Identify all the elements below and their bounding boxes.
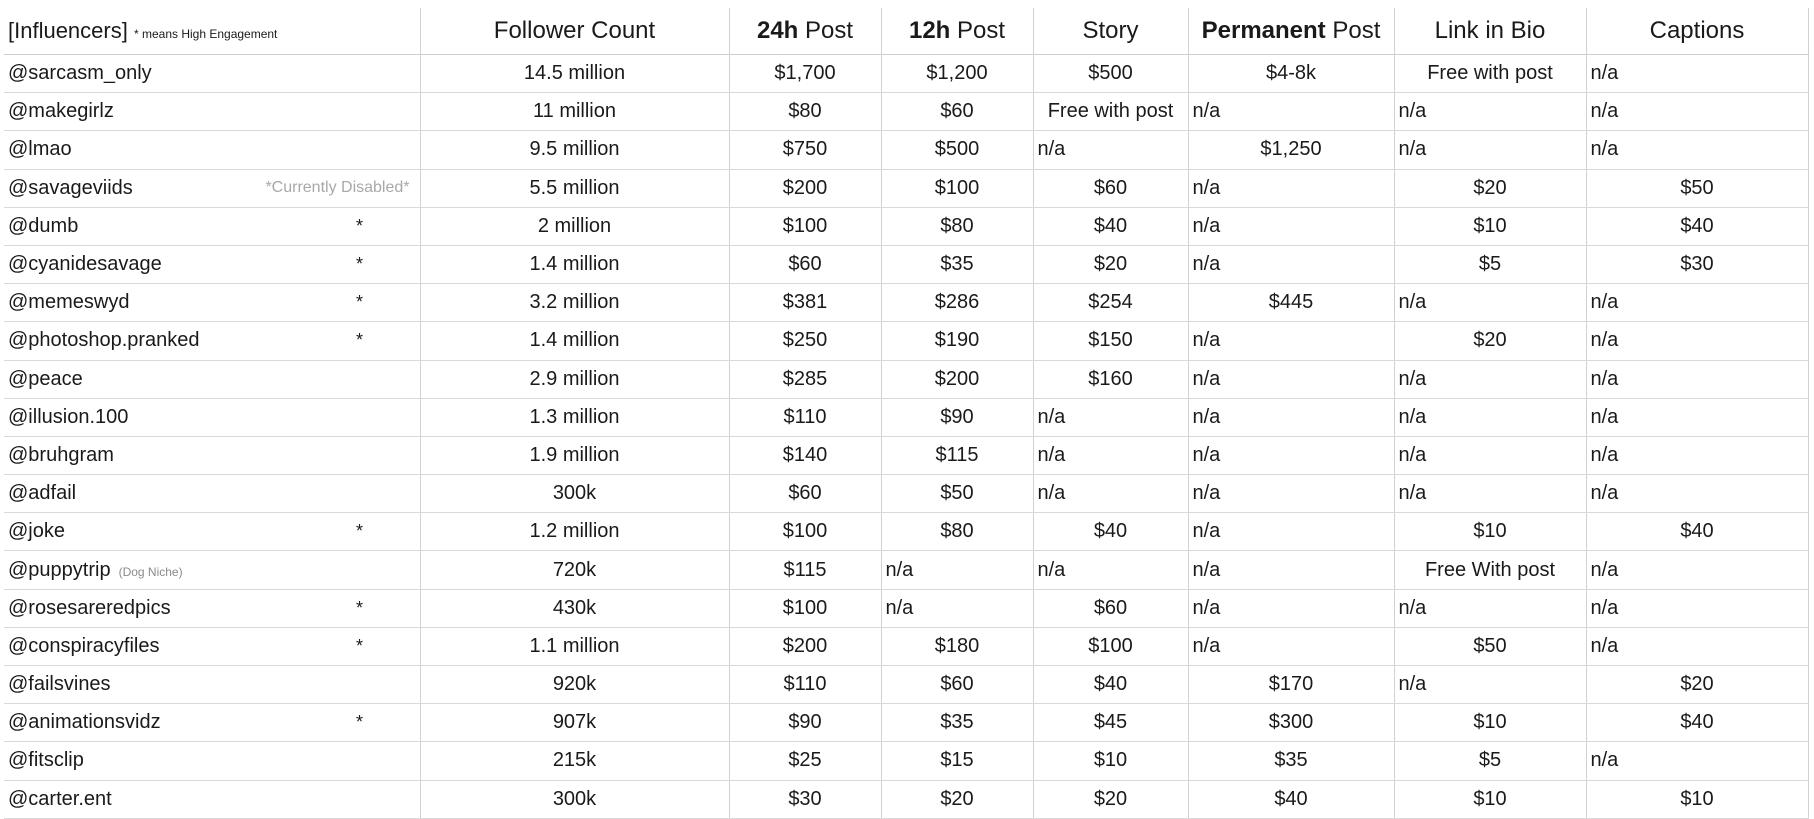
table-row: [4, 475, 1808, 513]
influencer-cell-content: [8, 93, 416, 130]
influencer-name-group: [8, 749, 84, 772]
captions-cell: n/a: [1586, 360, 1808, 398]
table-row: [4, 55, 1808, 93]
story-cell: $40: [1033, 513, 1188, 551]
table-row: [4, 207, 1808, 245]
link-in-bio-cell: $10: [1394, 207, 1586, 245]
captions-cell: n/a: [1586, 475, 1808, 513]
link-in-bio-cell: $20: [1394, 169, 1586, 207]
influencer-cell: [4, 475, 420, 513]
permanent-post-cell: n/a: [1188, 589, 1394, 627]
post-12h-cell: $180: [881, 627, 1033, 665]
link-in-bio-cell: n/a: [1394, 436, 1586, 474]
header-permanent-bold: Permanent: [1201, 17, 1326, 44]
post-12h-cell: $500: [881, 131, 1033, 169]
influencer-handle: @bruhgram: [8, 443, 114, 466]
table-row: [4, 627, 1808, 665]
influencer-handle: @sarcasm_only: [8, 62, 152, 85]
influencer-handle: @dumb: [8, 214, 79, 237]
story-cell: $10: [1033, 742, 1188, 780]
permanent-post-cell: $445: [1188, 284, 1394, 322]
header-24h-rest: Post: [798, 17, 854, 44]
influencer-cell-content: [8, 666, 416, 703]
influencer-name-group: [8, 559, 183, 582]
influencer-cell: [4, 322, 420, 360]
story-cell: $100: [1033, 627, 1188, 665]
influencer-cell: [4, 207, 420, 245]
post-12h-cell: $50: [881, 475, 1033, 513]
table-row: [4, 551, 1808, 589]
captions-cell: n/a: [1586, 284, 1808, 322]
influencer-cell: [4, 93, 420, 131]
permanent-post-cell: n/a: [1188, 551, 1394, 589]
influencer-handle: @fitsclip: [8, 749, 84, 772]
followers-cell: 300k: [420, 780, 729, 818]
influencer-handle: @peace: [8, 367, 83, 390]
high-engagement-marker: *: [355, 521, 363, 542]
post-24h-cell: $200: [729, 627, 881, 665]
header-link-in-bio: Link in Bio: [1394, 8, 1586, 55]
post-12h-cell: $35: [881, 245, 1033, 283]
table-row: [4, 398, 1808, 436]
influencer-name-group: [8, 406, 128, 429]
followers-cell: 2.9 million: [420, 360, 729, 398]
story-cell: n/a: [1033, 131, 1188, 169]
followers-cell: 720k: [420, 551, 729, 589]
link-in-bio-cell: n/a: [1394, 360, 1586, 398]
story-cell: $20: [1033, 245, 1188, 283]
captions-cell: n/a: [1586, 131, 1808, 169]
influencer-cell: [4, 169, 420, 207]
influencer-cell: [4, 131, 420, 169]
story-cell: n/a: [1033, 436, 1188, 474]
captions-cell: n/a: [1586, 322, 1808, 360]
post-12h-cell: $60: [881, 93, 1033, 131]
story-cell: n/a: [1033, 398, 1188, 436]
influencer-cell-content: [8, 55, 416, 92]
influencer-handle: @makegirlz: [8, 100, 114, 123]
influencer-handle: @failsvines: [8, 673, 111, 696]
story-cell: $20: [1033, 780, 1188, 818]
link-in-bio-cell: n/a: [1394, 284, 1586, 322]
link-in-bio-cell: $5: [1394, 742, 1586, 780]
followers-cell: 2 million: [420, 207, 729, 245]
post-12h-cell: $1,200: [881, 55, 1033, 93]
table-row: [4, 436, 1808, 474]
story-cell: $160: [1033, 360, 1188, 398]
permanent-post-cell: n/a: [1188, 93, 1394, 131]
influencer-handle: @adfail: [8, 482, 77, 505]
header-24h-bold: 24h: [756, 17, 799, 44]
permanent-post-cell: n/a: [1188, 207, 1394, 245]
post-12h-cell: $200: [881, 360, 1033, 398]
post-12h-cell: n/a: [881, 589, 1033, 627]
header-12h-rest: Post: [950, 17, 1006, 44]
table-row: [4, 513, 1808, 551]
post-12h-cell: $15: [881, 742, 1033, 780]
influencer-handle: @lmao: [8, 138, 72, 161]
influencer-cell: [4, 284, 420, 322]
influencer-cell-content: [8, 551, 416, 588]
influencer-cell-content: [8, 246, 416, 283]
post-24h-cell: $80: [729, 93, 881, 131]
followers-cell: 14.5 million: [420, 55, 729, 93]
story-cell: $500: [1033, 55, 1188, 93]
permanent-post-cell: $35: [1188, 742, 1394, 780]
permanent-post-cell: $40: [1188, 780, 1394, 818]
influencer-name-group: [8, 100, 114, 123]
followers-cell: 920k: [420, 666, 729, 704]
influencer-cell-content: [8, 131, 416, 168]
captions-cell: n/a: [1586, 55, 1808, 93]
permanent-post-cell: n/a: [1188, 360, 1394, 398]
table-row: [4, 589, 1808, 627]
followers-cell: 1.4 million: [420, 322, 729, 360]
influencer-name-group: [8, 597, 171, 620]
followers-cell: 1.4 million: [420, 245, 729, 283]
table-row: [4, 704, 1808, 742]
header-row: [4, 8, 1808, 55]
table-row: [4, 284, 1808, 322]
influencer-name-group: [8, 711, 161, 734]
permanent-post-cell: $300: [1188, 704, 1394, 742]
link-in-bio-cell: $5: [1394, 245, 1586, 283]
influencer-handle: @illusion.100: [8, 405, 129, 428]
permanent-post-cell: $4-8k: [1188, 55, 1394, 93]
header-12h-post: [881, 8, 1033, 55]
link-in-bio-cell: n/a: [1394, 666, 1586, 704]
influencer-cell-content: [8, 437, 416, 474]
influencer-cell-content: [8, 208, 416, 245]
influencer-cell: [4, 666, 420, 704]
captions-cell: $40: [1586, 704, 1808, 742]
influencer-cell: [4, 551, 420, 589]
header-influencers: [4, 8, 420, 55]
link-in-bio-cell: $20: [1394, 322, 1586, 360]
link-in-bio-cell: n/a: [1394, 475, 1586, 513]
table-row: [4, 780, 1808, 818]
high-engagement-marker: *: [355, 254, 363, 275]
niche-note: (Dog Niche): [118, 564, 183, 579]
followers-cell: 11 million: [420, 93, 729, 131]
post-24h-cell: $1,700: [729, 55, 881, 93]
high-engagement-marker: *: [355, 635, 363, 656]
influencer-name-group: [8, 291, 129, 314]
captions-cell: n/a: [1586, 398, 1808, 436]
table-row: [4, 131, 1808, 169]
story-cell: n/a: [1033, 551, 1188, 589]
post-12h-cell: $20: [881, 780, 1033, 818]
post-12h-cell: $115: [881, 436, 1033, 474]
followers-cell: 907k: [420, 704, 729, 742]
influencer-name-group: [8, 788, 112, 811]
story-cell: n/a: [1033, 475, 1188, 513]
followers-cell: 1.2 million: [420, 513, 729, 551]
captions-cell: $20: [1586, 666, 1808, 704]
link-in-bio-cell: $50: [1394, 627, 1586, 665]
table-row: [4, 93, 1808, 131]
table-row: [4, 666, 1808, 704]
influencer-cell: [4, 513, 420, 551]
followers-cell: 1.1 million: [420, 627, 729, 665]
post-24h-cell: $90: [729, 704, 881, 742]
permanent-post-cell: n/a: [1188, 513, 1394, 551]
post-12h-cell: n/a: [881, 551, 1033, 589]
influencer-handle: @carter.ent: [8, 787, 112, 810]
story-cell: $40: [1033, 666, 1188, 704]
link-in-bio-cell: Free with post: [1394, 55, 1586, 93]
captions-cell: n/a: [1586, 436, 1808, 474]
header-24h-post: [729, 8, 881, 55]
captions-cell: $30: [1586, 245, 1808, 283]
header-permanent-rest: Post: [1325, 17, 1381, 44]
followers-cell: 300k: [420, 475, 729, 513]
header-12h-bold: 12h: [908, 17, 951, 44]
post-24h-cell: $100: [729, 513, 881, 551]
post-24h-cell: $200: [729, 169, 881, 207]
story-cell: $60: [1033, 169, 1188, 207]
link-in-bio-cell: $10: [1394, 780, 1586, 818]
influencer-name-group: [8, 520, 65, 543]
influencer-cell: [4, 780, 420, 818]
post-24h-cell: $30: [729, 780, 881, 818]
permanent-post-cell: $1,250: [1188, 131, 1394, 169]
post-12h-cell: $286: [881, 284, 1033, 322]
table-body: [4, 8, 1808, 818]
followers-cell: 1.3 million: [420, 398, 729, 436]
header-influencers-label: [Influencers]: [8, 18, 128, 43]
influencer-name-group: [8, 253, 162, 276]
influencer-cell: [4, 627, 420, 665]
permanent-post-cell: n/a: [1188, 169, 1394, 207]
permanent-post-cell: n/a: [1188, 436, 1394, 474]
post-12h-cell: $90: [881, 398, 1033, 436]
influencer-name-group: [8, 635, 159, 658]
table-row: [4, 169, 1808, 207]
influencer-name-group: [8, 215, 78, 238]
captions-cell: n/a: [1586, 93, 1808, 131]
header-followers: Follower Count: [420, 8, 729, 55]
post-24h-cell: $750: [729, 131, 881, 169]
link-in-bio-cell: n/a: [1394, 93, 1586, 131]
post-24h-cell: $60: [729, 475, 881, 513]
permanent-post-cell: n/a: [1188, 245, 1394, 283]
high-engagement-marker: *: [355, 712, 363, 733]
post-24h-cell: $60: [729, 245, 881, 283]
table-row: [4, 245, 1808, 283]
influencer-name-group: [8, 444, 114, 467]
influencer-cell-content: [8, 781, 416, 818]
influencer-cell-content: [8, 284, 416, 321]
influencer-cell-content: [8, 513, 416, 550]
header-captions: Captions: [1586, 8, 1808, 55]
post-12h-cell: $190: [881, 322, 1033, 360]
post-24h-cell: $381: [729, 284, 881, 322]
post-24h-cell: $115: [729, 551, 881, 589]
permanent-post-cell: n/a: [1188, 398, 1394, 436]
influencer-cell: [4, 436, 420, 474]
post-24h-cell: $110: [729, 666, 881, 704]
influencer-name-group: [8, 329, 200, 352]
influencer-name-group: [8, 62, 152, 85]
influencer-cell-content: [8, 322, 416, 359]
permanent-post-cell: $170: [1188, 666, 1394, 704]
post-24h-cell: $25: [729, 742, 881, 780]
post-12h-cell: $35: [881, 704, 1033, 742]
captions-cell: $40: [1586, 207, 1808, 245]
permanent-post-cell: n/a: [1188, 627, 1394, 665]
permanent-post-cell: n/a: [1188, 475, 1394, 513]
captions-cell: $10: [1586, 780, 1808, 818]
post-12h-cell: $80: [881, 207, 1033, 245]
influencer-handle: @rosesareredpics: [8, 596, 171, 619]
header-story: Story: [1033, 8, 1188, 55]
story-cell: $60: [1033, 589, 1188, 627]
permanent-post-cell: n/a: [1188, 322, 1394, 360]
post-24h-cell: $250: [729, 322, 881, 360]
influencer-cell: [4, 55, 420, 93]
header-engagement-note: * means High Engagement: [133, 27, 278, 41]
high-engagement-marker: *: [355, 215, 363, 236]
table-row: [4, 360, 1808, 398]
link-in-bio-cell: Free With post: [1394, 551, 1586, 589]
influencer-cell: [4, 398, 420, 436]
story-cell: $40: [1033, 207, 1188, 245]
influencer-name-group: [8, 138, 72, 161]
post-12h-cell: $80: [881, 513, 1033, 551]
table-row: [4, 322, 1808, 360]
captions-cell: n/a: [1586, 551, 1808, 589]
influencer-handle: @memeswyd: [8, 291, 130, 314]
captions-cell: $50: [1586, 169, 1808, 207]
captions-cell: n/a: [1586, 589, 1808, 627]
link-in-bio-cell: n/a: [1394, 131, 1586, 169]
influencer-cell: [4, 360, 420, 398]
followers-cell: 1.9 million: [420, 436, 729, 474]
followers-cell: 430k: [420, 589, 729, 627]
story-cell: $254: [1033, 284, 1188, 322]
table-row: [4, 742, 1808, 780]
post-12h-cell: $60: [881, 666, 1033, 704]
post-24h-cell: $100: [729, 589, 881, 627]
high-engagement-marker: *: [355, 597, 363, 618]
post-12h-cell: $100: [881, 169, 1033, 207]
post-24h-cell: $140: [729, 436, 881, 474]
influencer-cell: [4, 589, 420, 627]
influencer-cell-content: [8, 361, 416, 398]
influencer-name-group: [8, 368, 83, 391]
captions-cell: $40: [1586, 513, 1808, 551]
post-24h-cell: $285: [729, 360, 881, 398]
influencer-name-group: [8, 482, 76, 505]
followers-cell: 5.5 million: [420, 169, 729, 207]
influencer-cell: [4, 742, 420, 780]
influencer-cell-content: [8, 590, 416, 627]
influencer-cell-content: [8, 170, 416, 207]
post-24h-cell: $110: [729, 398, 881, 436]
influencer-handle: @conspiracyfiles: [8, 634, 160, 657]
influencer-cell: [4, 245, 420, 283]
link-in-bio-cell: $10: [1394, 513, 1586, 551]
influencer-name-group: [8, 177, 133, 200]
influencer-cell-content: [8, 475, 416, 512]
influencer-name-group: [8, 673, 111, 696]
header-permanent-post: [1188, 8, 1394, 55]
influencer-cell-content: [8, 399, 416, 436]
influencer-cell-content: [8, 742, 416, 779]
high-engagement-marker: *: [355, 330, 363, 351]
link-in-bio-cell: n/a: [1394, 398, 1586, 436]
status-note: *Currently Disabled*: [265, 179, 410, 197]
influencer-handle: @photoshop.pranked: [8, 329, 200, 352]
high-engagement-marker: *: [355, 292, 363, 313]
influencer-cell: [4, 704, 420, 742]
influencer-handle: @puppytrip: [8, 558, 111, 581]
pricing-table: [4, 8, 1809, 819]
captions-cell: n/a: [1586, 627, 1808, 665]
followers-cell: 3.2 million: [420, 284, 729, 322]
followers-cell: 9.5 million: [420, 131, 729, 169]
influencer-cell-content: [8, 704, 416, 741]
influencer-handle: @savageviids: [8, 176, 133, 199]
story-cell: $150: [1033, 322, 1188, 360]
influencer-handle: @animationsvidz: [8, 711, 161, 734]
influencer-cell-content: [8, 628, 416, 665]
followers-cell: 215k: [420, 742, 729, 780]
link-in-bio-cell: n/a: [1394, 589, 1586, 627]
link-in-bio-cell: $10: [1394, 704, 1586, 742]
captions-cell: n/a: [1586, 742, 1808, 780]
influencer-handle: @cyanidesavage: [8, 253, 162, 276]
influencer-handle: @joke: [8, 520, 65, 543]
post-24h-cell: $100: [729, 207, 881, 245]
story-cell: $45: [1033, 704, 1188, 742]
story-cell: Free with post: [1033, 93, 1188, 131]
